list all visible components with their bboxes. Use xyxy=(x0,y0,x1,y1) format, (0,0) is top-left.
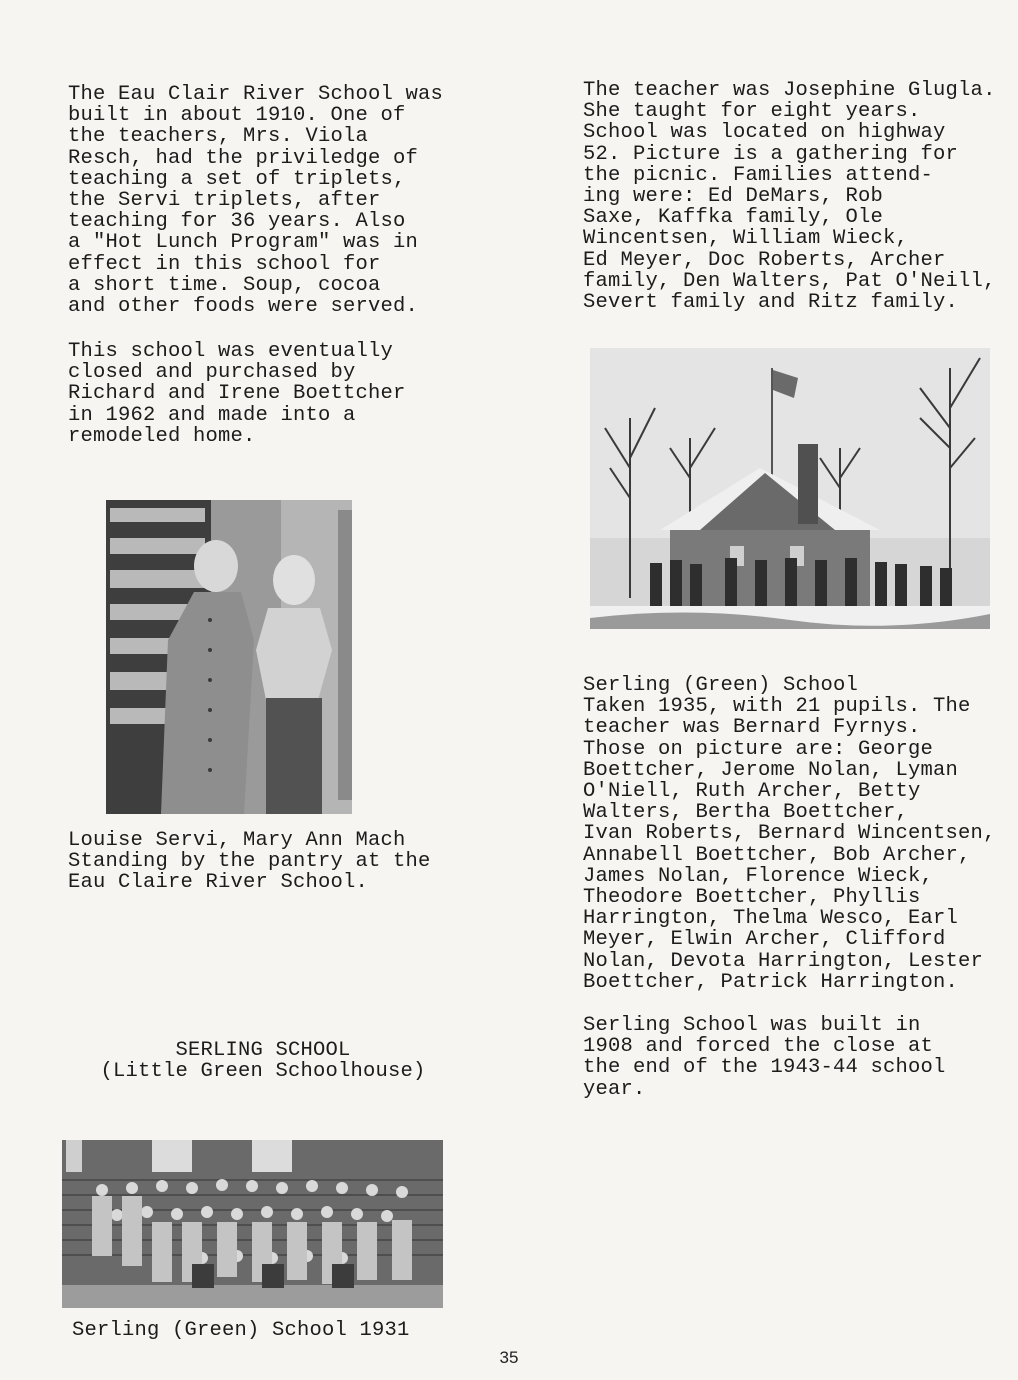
left-closing-text xyxy=(68,341,488,447)
eau-claire-closing-paragraph: This school was eventually closed and purchased by Richard and Irene Boettcher in 1962 and made into a remodeled home. xyxy=(68,340,406,448)
serling-closing-paragraph: Serling School was built in 1908 and forced the close at the end of the 1943-44 school year. xyxy=(583,1014,946,1101)
girls-photo-caption xyxy=(68,830,488,894)
photo-serling-schoolhouse-picnic xyxy=(590,348,990,629)
photo-serling-1931-image xyxy=(62,1140,443,1308)
photo-serling-1931-group xyxy=(62,1140,443,1308)
right-intro-text xyxy=(583,80,1013,313)
photo-two-girls-pantry xyxy=(106,500,352,814)
eau-claire-history-paragraph: The Eau Clair River School was built in about 1910. One of the teachers, Mrs. Viola Resch, had the priviledge of teaching a set of triplets, the Servi triplets, after teaching for 36 years. Also a "Hot Lunch Program" was in effect in this school for a short time. Soup, cocoa and other foods were served. xyxy=(68,83,444,319)
serling-1931-caption xyxy=(72,1320,472,1341)
right-closing-text xyxy=(583,1015,1013,1100)
photo-two-girls-image xyxy=(106,500,352,814)
glugla-teacher-paragraph: The teacher was Josephine Glugla. She taught for eight years. School was located on highway 52. Picture is a gathering for the picnic. Families attend- ing were: Ed DeMars, Rob Saxe, Kaffka family, Ole Wincentsen, William Wieck, Ed Meyer, Doc Roberts, Archer family, Den Walters, Pat O'Neill, Severt family and Ritz family. xyxy=(583,79,996,315)
photo-schoolhouse-image xyxy=(590,348,990,629)
schoolhouse-photo-caption xyxy=(583,675,1013,993)
girls-photo-caption-text: Louise Servi, Mary Ann Mach Standing by the pantry at the Eau Claire River School. xyxy=(68,829,431,895)
serling-school-heading-text: SERLING SCHOOL (Little Green Schoolhouse) xyxy=(100,1039,426,1084)
page-number: 35 xyxy=(499,1348,519,1367)
serling-1931-caption-text: Serling (Green) School 1931 xyxy=(72,1319,410,1342)
serling-school-heading xyxy=(68,1040,458,1082)
left-intro-text xyxy=(68,84,488,317)
schoolhouse-photo-caption-text: Serling (Green) School Taken 1935, with 21 pupils. The teacher was Bernard Fyrnys. Those on picture are: George Boettcher, Jerome Nolan, Lyman O'Niell, Ruth Archer, Betty Walters, Bertha Boettcher, Ivan Roberts, Bernard Wincentsen, Annabell Boettcher, Bob Archer, James Nolan, Florence Wieck, Theodore Boettcher, Phyllis Harrington, Thelma Wesco, Earl Meyer, Elwin Archer, Clifford Nolan, Devota Harrington, Lester Boettcher, Patrick Harrington. xyxy=(583,674,996,994)
